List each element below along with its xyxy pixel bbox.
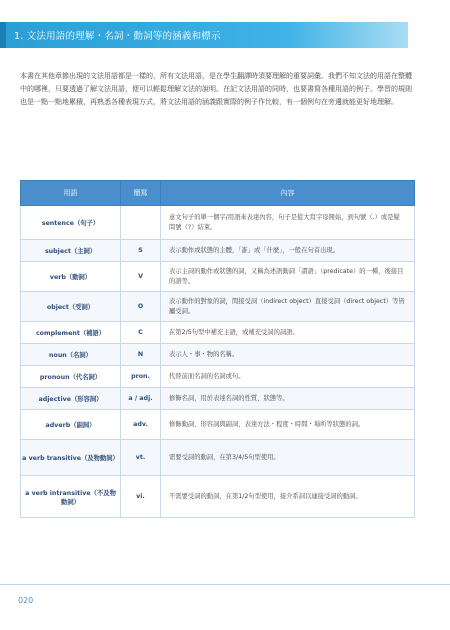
abbr-cell: pron. bbox=[121, 366, 161, 388]
column-header-abbr: 簡寫 bbox=[121, 181, 161, 206]
term-cell: adverb（副詞） bbox=[21, 410, 121, 440]
abbr-cell: S bbox=[121, 240, 161, 262]
term-cell: verb（動詞） bbox=[21, 262, 121, 292]
term-cell: complement（補語） bbox=[21, 322, 121, 344]
intro-paragraph: 本書在其他章節出現的文法用語都是一樣的，所有文法用語，是在學生翻譯時須要理解的重要詞彙。我們不知文法的用語在整體中的哪裡，只要透過了解文法用語，便可以輕鬆理解文法的說明。在記文法用語的同時，也要書寫各種用語的例子。學習的規則也是一點一點地累積，再熟悉各種表現方式，將文法用語的涵義跟實際的例子作比較，有一個例句在旁邊就能更好地理解。 bbox=[20, 72, 412, 106]
term-cell: noun（名詞） bbox=[21, 344, 121, 366]
table-row bbox=[21, 206, 415, 240]
section-title: 1. 文法用語的理解・名詞・動詞等的涵義和標示 bbox=[14, 31, 221, 42]
table-row bbox=[21, 322, 415, 344]
column-header-term: 用語 bbox=[21, 181, 121, 206]
abbr-cell: O bbox=[121, 292, 161, 322]
content-cell: 修飾動詞、形容詞與副詞，表達方法・程度・時間・場所等狀態的詞。 bbox=[161, 410, 415, 440]
content-cell: 代替前面名詞的名詞或句。 bbox=[161, 366, 415, 388]
content-cell: 修飾名詞，用於表達名詞的性質、狀態等。 bbox=[161, 388, 415, 410]
content-cell: 表示動作的對象的詞，間接受詞（indirect object）直接受詞（direct object）等皆屬受詞。 bbox=[161, 292, 415, 322]
abbr-cell: C bbox=[121, 322, 161, 344]
term-cell: object（受詞） bbox=[21, 292, 121, 322]
grammar-terms-table bbox=[20, 180, 415, 518]
table-row bbox=[21, 366, 415, 388]
term-cell: pronoun（代名詞） bbox=[21, 366, 121, 388]
table-row bbox=[21, 262, 415, 292]
page-number: 020 bbox=[18, 596, 34, 605]
content-cell: 需要受詞的動詞，在第3/4/5句型使用。 bbox=[161, 440, 415, 476]
abbr-cell: a / adj. bbox=[121, 388, 161, 410]
table-row bbox=[21, 440, 415, 476]
table-row bbox=[21, 476, 415, 518]
abbr-cell: vi. bbox=[121, 476, 161, 518]
term-cell: a verb transitive（及物動詞） bbox=[21, 440, 121, 476]
abbr-cell: V bbox=[121, 262, 161, 292]
footer-divider bbox=[0, 584, 450, 585]
term-cell: adjective（形容詞） bbox=[21, 388, 121, 410]
content-cell: 表示主詞的動作或狀態的詞，又稱為述語動詞「謂語」（predicate）的一種，後接目的語等。 bbox=[161, 262, 415, 292]
abbr-cell: adv. bbox=[121, 410, 161, 440]
term-cell: a verb intransitive（不及物動詞） bbox=[21, 476, 121, 518]
term-cell: sentence（句子） bbox=[21, 206, 121, 240]
table-row bbox=[21, 240, 415, 262]
content-cell: 不需要受詞的動詞，在第1/2句型使用，接介系詞以連接受詞的動詞。 bbox=[161, 476, 415, 518]
content-cell: 表示人・事・物的名稱。 bbox=[161, 344, 415, 366]
table-header-row bbox=[21, 181, 415, 206]
abbr-cell bbox=[121, 206, 161, 240]
section-header-accent bbox=[0, 22, 6, 48]
table-row bbox=[21, 344, 415, 366]
table-row bbox=[21, 410, 415, 440]
content-cell: 意文句子的單一個字/用語來表達內容，句子是從大寫字母開始，到句號（.）或是疑問號（?）結束。 bbox=[161, 206, 415, 240]
table-row bbox=[21, 292, 415, 322]
abbr-cell: N bbox=[121, 344, 161, 366]
column-header-content: 內容 bbox=[161, 181, 415, 206]
table-row bbox=[21, 388, 415, 410]
content-cell: 表示動作或狀態的主體，「誰」或「什麼」，一般在句首出現。 bbox=[161, 240, 415, 262]
term-cell: subject（主詞） bbox=[21, 240, 121, 262]
content-cell: 在第2/5句型中補充主語，或補充受詞的詞語。 bbox=[161, 322, 415, 344]
abbr-cell: vt. bbox=[121, 440, 161, 476]
